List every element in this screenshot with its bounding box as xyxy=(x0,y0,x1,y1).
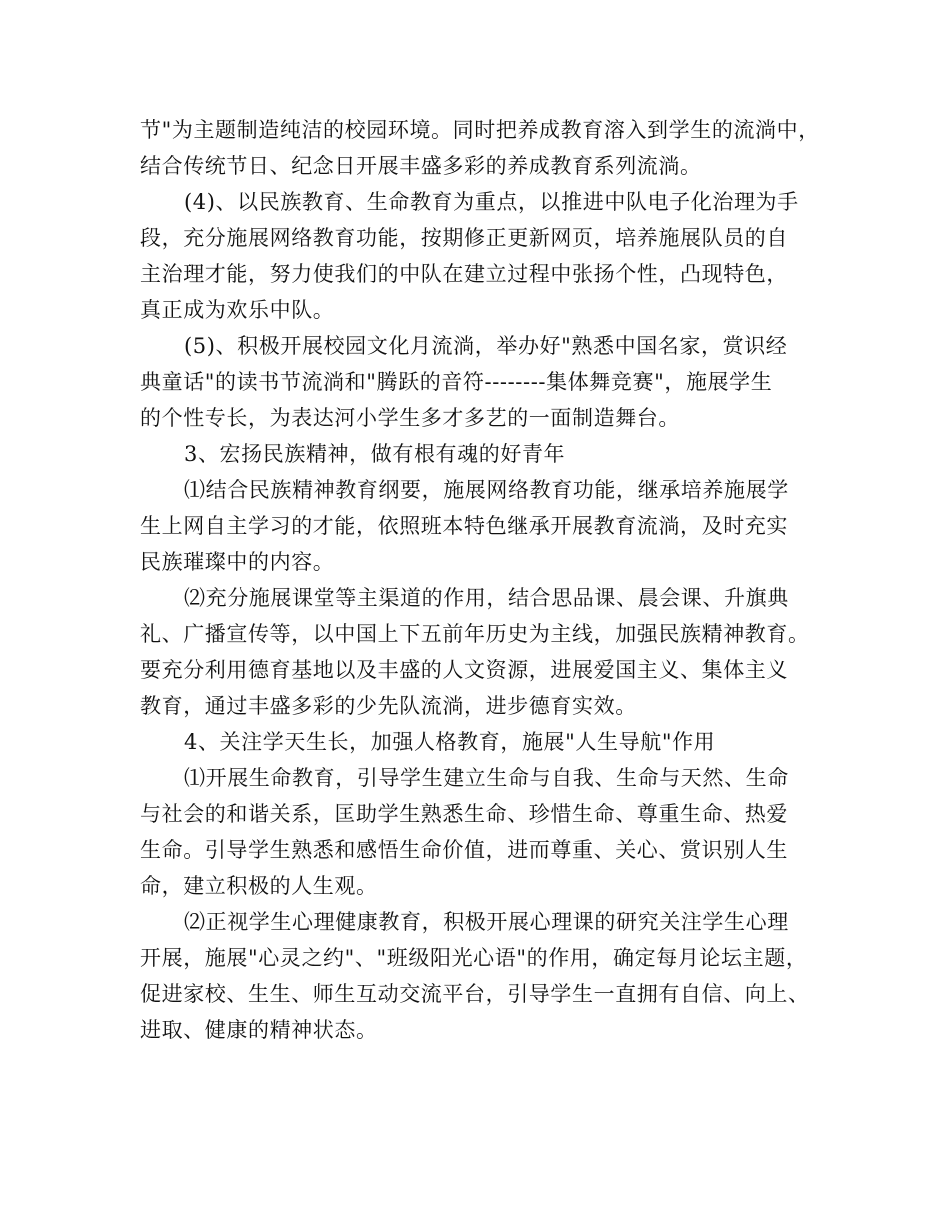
text-line: ⑴结合民族精神教育纲要，施展网络教育功能，继承培养施展学 xyxy=(184,478,789,502)
text-line: 3、宏扬民族精神，做有根有魂的好青年 xyxy=(184,442,566,466)
text-line: 典童话"的读书节流淌和"腾跃的音符--------集体舞竞赛"，施展学生 xyxy=(140,370,773,394)
text-line: 要充分利用德育基地以及丰盛的人文资源，进展爱国主义、集体主义 xyxy=(140,658,788,682)
text-line: 生命。引导学生熟悉和感悟生命价值，进而尊重、关心、赏识别人生 xyxy=(140,838,788,862)
text-line: 真正成为欢乐中队。 xyxy=(140,298,335,322)
text-line: 进取、健康的精神状态。 xyxy=(140,1018,378,1042)
text-line: 段，充分施展网络教育功能，按期修正更新网页，培养施展队员的自 xyxy=(140,226,788,250)
text-line: 4、关注学天生长，加强人格教育，施展"人生导航"作用 xyxy=(184,730,716,754)
text-line: 命，建立积极的人生观。 xyxy=(140,874,378,898)
text-line: ⑵正视学生心理健康教育，积极开展心理课的研究关注学生心理 xyxy=(184,910,789,934)
text-line: 教育，通过丰盛多彩的少先队流淌，进步德育实效。 xyxy=(140,694,637,718)
text-line: ⑵充分施展课堂等主渠道的作用，结合思品课、晨会课、升旗典 xyxy=(184,586,789,610)
text-line: 开展，施展"心灵之约"、"班级阳光心语"的作用，确定每月论坛主题， xyxy=(140,946,808,970)
text-line: 节"为主题制造纯洁的校园环境。同时把养成教育溶入到学生的流淌中， xyxy=(140,118,820,142)
text-line: 结合传统节日、纪念日开展丰盛多彩的养成教育系列流淌。 xyxy=(140,154,702,178)
text-line: (5)、积极开展校园文化月流淌，举办好"熟悉中国名家，赏识经 xyxy=(184,334,788,358)
document-body xyxy=(140,112,825,1048)
text-line: 生上网自主学习的才能，依照班本特色继承开展教育流淌，及时充实 xyxy=(140,514,788,538)
text-line: 与社会的和谐关系，匡助学生熟悉生命、珍惜生命、尊重生命、热爱 xyxy=(140,802,788,826)
text-line: 促进家校、生生、师生互动交流平台，引导学生一直拥有自信、向上、 xyxy=(140,982,810,1006)
text-line: 礼、广播宣传等，以中国上下五前年历史为主线，加强民族精神教育。 xyxy=(140,622,810,646)
text-line: 主治理才能，努力使我们的中队在建立过程中张扬个性，凸现特色， xyxy=(140,262,788,286)
text-line: 的个性专长，为表达河小学生多才多艺的一面制造舞台。 xyxy=(140,406,680,430)
text-line: 民族璀璨中的内容。 xyxy=(140,550,335,574)
text-line: ⑴开展生命教育，引导学生建立生命与自我、生命与天然、生命 xyxy=(184,766,789,790)
text-line: (4)、以民族教育、生命教育为重点，以推进中队电子化治理为手 xyxy=(184,190,799,214)
